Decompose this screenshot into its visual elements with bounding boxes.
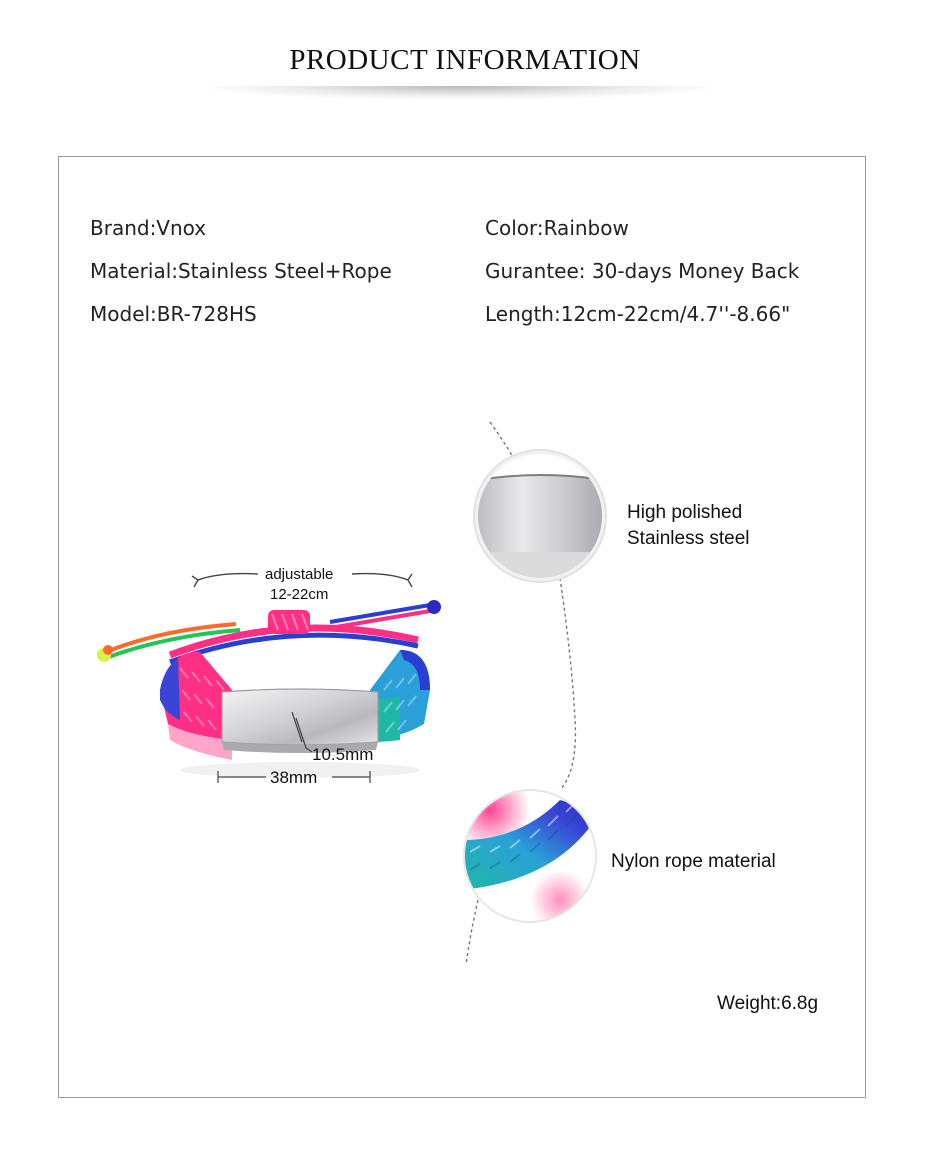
spec-model: Model:BR-728HS xyxy=(90,302,257,326)
spec-material: Material:Stainless Steel+Rope xyxy=(90,259,392,283)
spec-length: Length:12cm-22cm/4.7''-8.66" xyxy=(485,302,791,326)
spec-color: Color:Rainbow xyxy=(485,216,629,240)
adjustable-arrow-left xyxy=(198,574,258,580)
steel-callout-line2: Stainless steel xyxy=(627,528,750,549)
adjustable-arrowhead-right xyxy=(408,574,412,587)
spec-guarantee: Gurantee: 30-days Money Back xyxy=(485,259,800,283)
steel-callout-line1: High polished xyxy=(627,502,743,523)
rope-callout: Nylon rope material xyxy=(611,851,776,872)
rope-zoom-circle xyxy=(450,770,600,930)
height-label: 10.5mm xyxy=(312,745,374,764)
width-label: 38mm xyxy=(270,768,318,787)
steel-zoom-circle xyxy=(470,440,610,592)
adjustable-arrowhead-left xyxy=(192,576,198,587)
adjustable-range-label: 12-22cm xyxy=(270,586,329,603)
adjustable-arrow-right xyxy=(352,574,408,580)
page-title: PRODUCT INFORMATION xyxy=(289,44,641,76)
bracelet-illustration xyxy=(97,600,441,778)
adjustable-label: adjustable xyxy=(265,566,334,583)
weight-label: Weight:6.8g xyxy=(717,993,819,1014)
spec-brand: Brand:Vnox xyxy=(90,216,207,240)
